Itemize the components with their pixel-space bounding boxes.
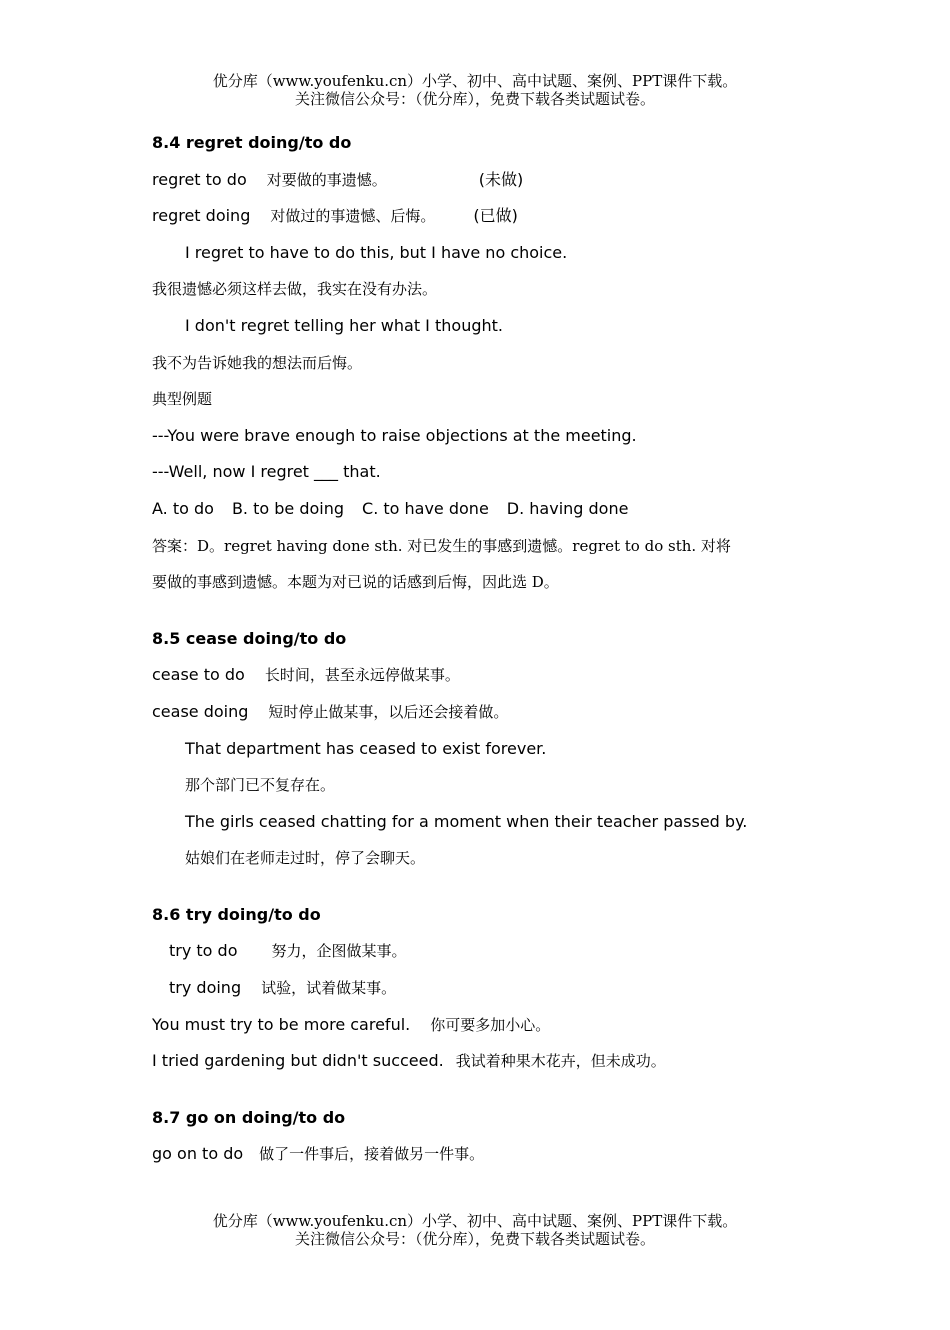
section-title-8-4: 8.4 regret doing/to do: [152, 133, 352, 152]
header-line-1: 优分库（www.youfenku.cn）小学、初中、高中试题、案例、PPT课件下载。: [212, 72, 738, 90]
footer-line-1: 优分库（www.youfenku.cn）小学、初中、高中试题、案例、PPT课件下载。: [212, 1212, 738, 1230]
example-row: [152, 1048, 812, 1085]
definition-term: regret to do: [152, 169, 247, 189]
definition-row: [152, 167, 812, 204]
example-sentence: The girls ceased chatting for a moment when their teacher passed by.: [185, 811, 748, 831]
option-c: C. to have done: [362, 498, 489, 518]
definition-term: cease to do: [152, 665, 245, 685]
header-line-2: 关注微信公众号：（优分库），免费下载各类试题试卷。: [294, 90, 655, 108]
definition-row: [152, 938, 812, 975]
definition-meaning: 长时间，甚至永远停做某事。: [264, 666, 460, 685]
definition-term: cease doing: [152, 701, 249, 721]
definition-row: [152, 662, 812, 699]
definition-meaning: 短时停止做某事，以后还会接着做。: [268, 702, 509, 721]
section-title-8-5: 8.5 cease doing/to do: [152, 628, 347, 648]
answer-explanation: 要做的事感到遗憾。本题为对已说的话感到后悔，因此选 D。: [152, 573, 559, 592]
definition-meaning: 对做过的事遗憾、后悔。: [270, 207, 436, 226]
example-translation: 我不为告诉她我的想法而后悔。: [152, 353, 363, 372]
definition-meaning: 试验，试着做某事。: [261, 979, 397, 998]
option-b: B. to be doing: [231, 498, 345, 518]
example-row: [152, 1012, 812, 1049]
section-title-8-7: 8.7 go on doing/to do: [152, 1107, 346, 1127]
example-translation: 你可要多加小心。: [430, 1015, 551, 1034]
definition-meaning: 努力，企图做某事。: [271, 942, 407, 961]
typical-example-label: 典型例题: [152, 390, 213, 409]
footer-line-2: 关注微信公众号：（优分库），免费下载各类试题试卷。: [294, 1230, 655, 1248]
definition-note: (已做): [473, 206, 518, 226]
page-header: [0, 72, 950, 108]
definition-row: [152, 699, 812, 736]
example-translation: 我很遗憾必须这样去做，我实在没有办法。: [152, 280, 438, 299]
example-sentence: I regret to have to do this, but I have no choice.: [185, 242, 568, 262]
example-translation: 我试着种果木花卉，但未成功。: [455, 1052, 666, 1071]
document-body: [152, 130, 812, 1178]
definition-note: (未做): [478, 169, 524, 189]
example-sentence: I don't regret telling her what I thought.: [185, 315, 503, 335]
example-translation: 姑娘们在老师走过时，停了会聊天。: [185, 849, 426, 868]
definition-term: try doing: [169, 978, 242, 998]
definition-row: [152, 975, 812, 1012]
definition-meaning: 对要做的事遗憾。: [266, 170, 387, 189]
example-sentence: That department has ceased to exist forever.: [185, 738, 547, 758]
page-footer: [0, 1212, 950, 1248]
definition-term: go on to do: [152, 1144, 244, 1164]
option-a: A. to do: [152, 498, 214, 518]
example-translation: 那个部门已不复存在。: [185, 776, 336, 795]
option-d: D. having done: [506, 498, 629, 518]
answer-explanation: 答案：D。regret having done sth. 对已发生的事感到遗憾。regret to do sth. 对将: [152, 536, 731, 555]
question-line: ---You were brave enough to raise objections at the meeting.: [152, 425, 637, 445]
answer-options: [152, 496, 812, 533]
example-sentence: I tried gardening but didn't succeed.: [152, 1051, 444, 1071]
definition-meaning: 做了一件事后，接着做另一件事。: [259, 1145, 485, 1164]
section-title-8-6: 8.6 try doing/to do: [152, 904, 321, 924]
definition-row: [152, 203, 812, 240]
definition-term: try to do: [169, 941, 238, 961]
definition-row: [152, 1141, 812, 1178]
definition-term: regret doing: [152, 206, 251, 226]
question-line: ---Well, now I regret ___ that.: [152, 462, 381, 482]
example-sentence: You must try to be more careful.: [152, 1014, 411, 1034]
